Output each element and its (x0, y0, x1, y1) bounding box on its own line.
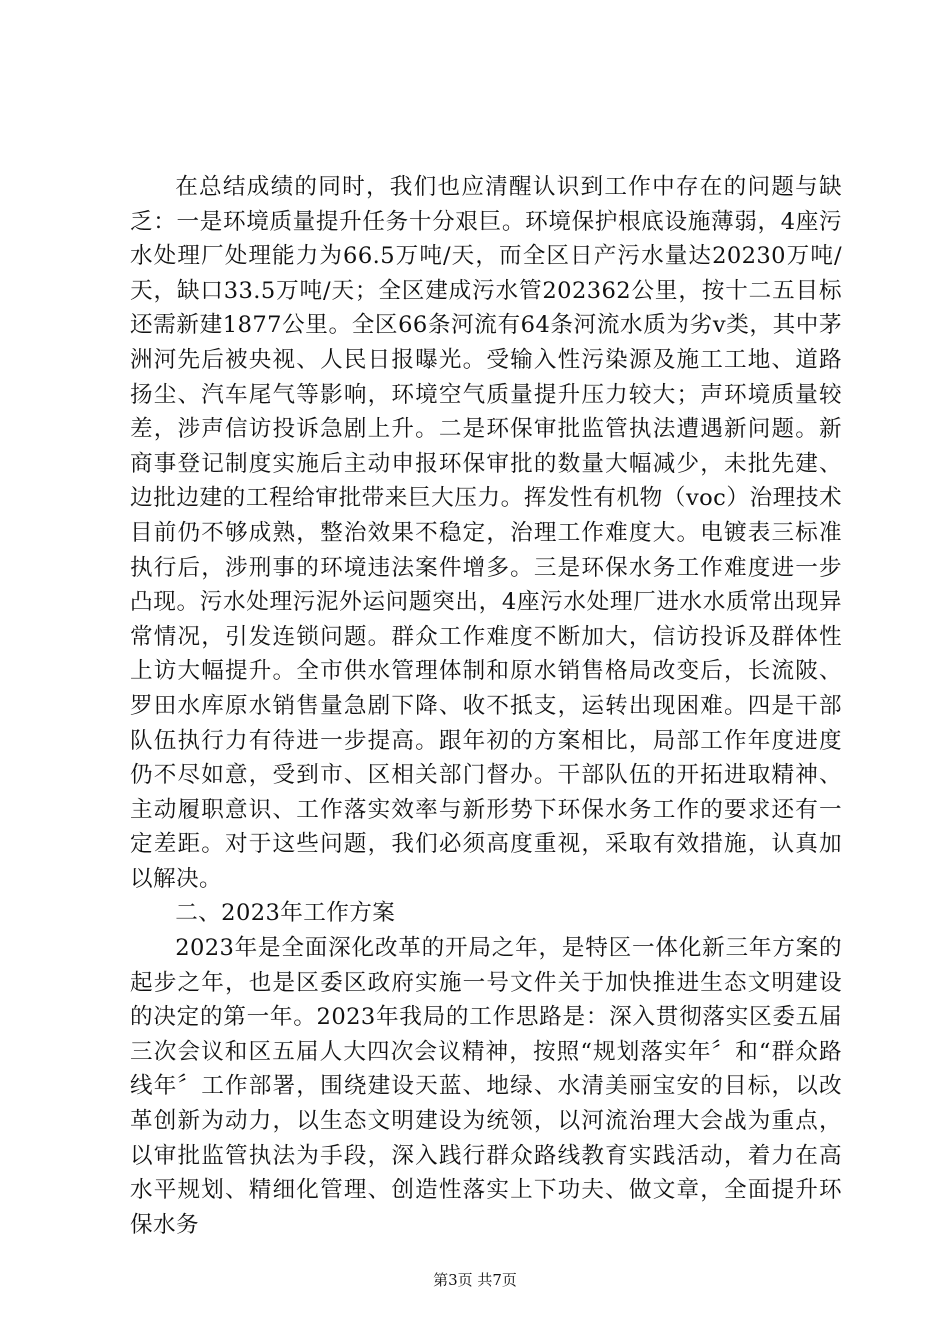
body-paragraph-plan: 2023年是全面深化改革的开局之年，是特区一体化新三年方案的起步之年，也是区委区政府实施一号文件关于加快推进生态文明建设的决定的第一年。2023年我局的工作思路是：深入贯彻落实区委五届三次会议和区五届人大四次会议精神，按照“规划落实年〞和“群众路线年〞工作部署，围绕建设天蓝、地绿、水清美丽宝安的目标，以改革创新为动力，以生态文明建设为统领，以河流治理大会战为重点，以审批监管执法为手段，深入践行群众路线教育实践活动，着力在高水平规划、精细化管理、创造性落实上下功夫、做文章，全面提升环保水务 (130, 935, 842, 1238)
page-footer (0, 1270, 950, 1290)
section-heading: 二、2023年工作方案 (175, 900, 396, 927)
body-paragraph-problems: 在总结成绩的同时，我们也应清醒认识到工作中存在的问题与缺乏：一是环境质量提升任务十分艰巨。环境保护根底设施薄弱，4座污水处理厂处理能力为66.5万吨/天，而全区日产污水量达20230万吨/天，缺口33.5万吨/天；全区建成污水管202362公里，按十二五目标还需新建1877公里。全区66条河流有64条河流水质为劣v类，其中茅洲河先后被央视、人民日报曝光。受输入性污染源及施工工地、道路扬尘、汽车尾气等影响，环境空气质量提升压力较大；声环境质量较差，涉声信访投诉急剧上升。二是环保审批监管执法遭遇新问题。新商事登记制度实施后主动申报环保审批的数量大幅减少，未批先建、边批边建的工程给审批带来巨大压力。挥发性有机物（voc）治理技术目前仍不够成熟，整治效果不稳定，治理工作难度大。电镀表三标准执行后，涉刑事的环境违法案件增多。三是环保水务工作难度进一步凸现。污水处理污泥外运问题突出，4座污水处理厂进水水质常出现异常情况，引发连锁问题。群众工作难度不断加大，信访投诉及群体性上访大幅提升。全市供水管理体制和原水销售格局改变后，长流陂、罗田水库原水销售量急剧下降、收不抵支，运转出现困难。四是干部队伍执行力有待进一步提高。跟年初的方案相比，局部工作年度进度仍不尽如意，受到市、区相关部门督办。干部队伍的开拓进取精神、主动履职意识、工作落实效率与新形势下环保水务工作的要求还有一定差距。对于这些问题，我们必须高度重视，采取有效措施，认真加以解决。 (130, 174, 842, 892)
page-number-label: 第3页 共7页 (433, 1271, 517, 1289)
document-body (130, 170, 842, 1242)
